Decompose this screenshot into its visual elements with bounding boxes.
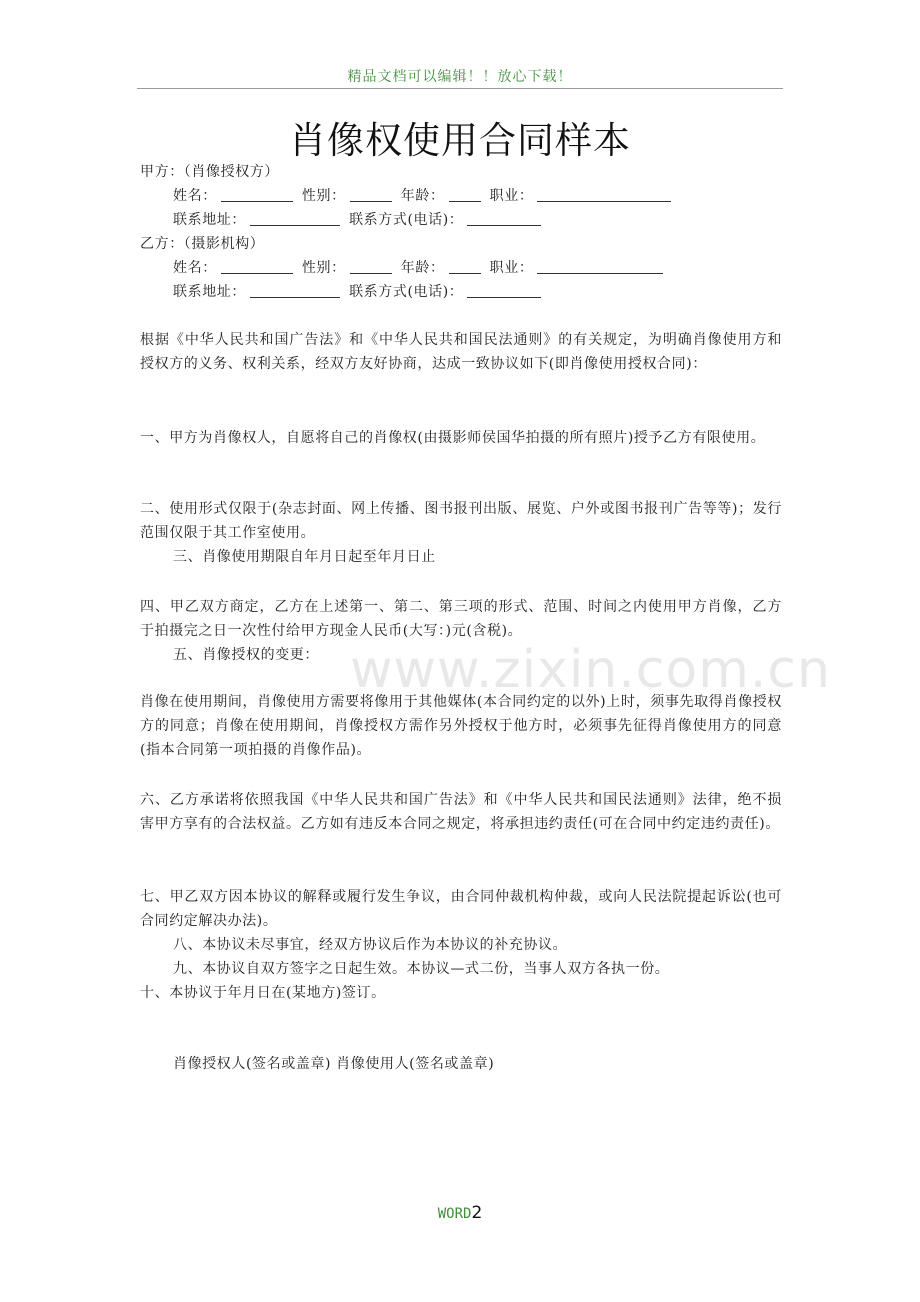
party-b-name-label: 姓名： xyxy=(173,260,217,276)
party-a-age-label: 年龄： xyxy=(400,188,445,204)
party-a-address-label: 联系地址： xyxy=(173,212,246,228)
intro-paragraph: 根据《中华人民共和国广告法》和《中华人民共和国民法通则》的有关规定，为明确肖像使用方和授权方的义务、权利关系，经双方友好协商，达成一致协议如下(即肖像使用授权合同)： xyxy=(140,332,782,372)
party-b-gender-label: 性别： xyxy=(301,260,346,276)
clause-4: 四、甲乙双方商定，乙方在上述第一、第二、第三项的形式、范围、时间之内使用甲方肖像，乙方于拍摄完之日一次性付给甲方现金人民币(大写：)元(含税)。 xyxy=(140,599,782,639)
clause-10: 十、本协议于年月日在(某地方)签订。 xyxy=(140,985,386,1001)
header-note: 精品文档可以编辑！！放心下载！ xyxy=(347,69,573,85)
signature-line: 肖像授权人(签名或盖章) 肖像使用人(签名或盖章) xyxy=(173,1056,495,1072)
party-a-gender-blank[interactable] xyxy=(350,187,392,202)
party-b-gender-blank[interactable] xyxy=(350,259,392,274)
clause-5-body: 肖像在使用期间，肖像使用方需要将像用于其他媒体(本合同约定的以外)上时，须事先取得肖像授权方的同意；肖像在使用期间，肖像授权方需作另外授权于他方时，必须事先征得肖像使用方的同意(指本合同第一项拍摄的肖像作品)。 xyxy=(140,694,782,758)
party-b-address-label: 联系地址： xyxy=(173,284,246,300)
clause-1: 一、甲方为肖像权人，自愿将自己的肖像权(由摄影师侯国华拍摄的所有照片)授予乙方有限使用。 xyxy=(140,430,766,446)
party-b-phone-label: 联系方式(电话)： xyxy=(349,284,464,300)
clause-5-heading: 五、肖像授权的变更： xyxy=(173,647,319,663)
party-a-gender-label: 性别： xyxy=(301,188,346,204)
document-title: 肖像权使用合同样本 xyxy=(289,119,631,162)
clause-8: 八、本协议未尽事宜，经双方协议后作为本协议的补充协议。 xyxy=(173,937,568,953)
party-b-contact-row xyxy=(173,280,545,304)
header-divider xyxy=(137,88,783,89)
party-b-age-label: 年龄： xyxy=(400,260,445,276)
party-a-phone-blank[interactable] xyxy=(467,211,541,226)
page-number: 2 xyxy=(471,1203,483,1223)
clause-3: 三、肖像使用期限自年月日起至年月日止 xyxy=(173,549,436,565)
party-b-job-label: 职业： xyxy=(489,260,534,276)
party-a-job-label: 职业： xyxy=(489,188,534,204)
party-a-heading: 甲方：（肖像授权方） xyxy=(140,164,279,180)
party-a-job-blank[interactable] xyxy=(537,187,671,202)
clause-9: 九、本协议自双方签字之日起生效。本协议—式二份，当事人双方各执一份。 xyxy=(173,961,670,977)
party-a-info-row xyxy=(173,184,675,208)
party-a-name-label: 姓名： xyxy=(173,188,217,204)
clause-7: 七、甲乙双方因本协议的解释或履行发生争议，由合同仲裁机构仲裁，或向人民法院提起诉讼(也可合同约定解决办法)。 xyxy=(140,889,782,929)
party-b-job-blank[interactable] xyxy=(537,259,663,274)
party-a-phone-label: 联系方式(电话)： xyxy=(349,212,464,228)
party-b-name-blank[interactable] xyxy=(221,259,293,274)
party-b-phone-blank[interactable] xyxy=(467,283,541,298)
footer-label: WORD xyxy=(437,1206,472,1222)
watermark: www.zixin.com.cn xyxy=(350,640,831,700)
party-b-age-blank[interactable] xyxy=(449,259,481,274)
page-footer xyxy=(0,1203,920,1223)
party-a-age-blank[interactable] xyxy=(449,187,481,202)
party-a-address-blank[interactable] xyxy=(250,211,340,226)
party-b-info-row xyxy=(173,256,667,280)
clause-2: 二、使用形式仅限于(杂志封面、网上传播、图书报刊出版、展览、户外或图书报刊广告等等)；发行范围仅限于其工作室使用。 xyxy=(140,501,782,541)
party-a-name-blank[interactable] xyxy=(221,187,293,202)
party-a-contact-row xyxy=(173,208,545,232)
party-b-address-blank[interactable] xyxy=(250,283,340,298)
clause-6: 六、乙方承诺将依照我国《中华人民共和国广告法》和《中华人民共和国民法通则》法律，绝不损害甲方享有的合法权益。乙方如有违反本合同之规定，将承担违约责任(可在合同中约定违约责任)。 xyxy=(140,792,782,832)
party-b-heading: 乙方：（摄影机构） xyxy=(140,236,265,252)
